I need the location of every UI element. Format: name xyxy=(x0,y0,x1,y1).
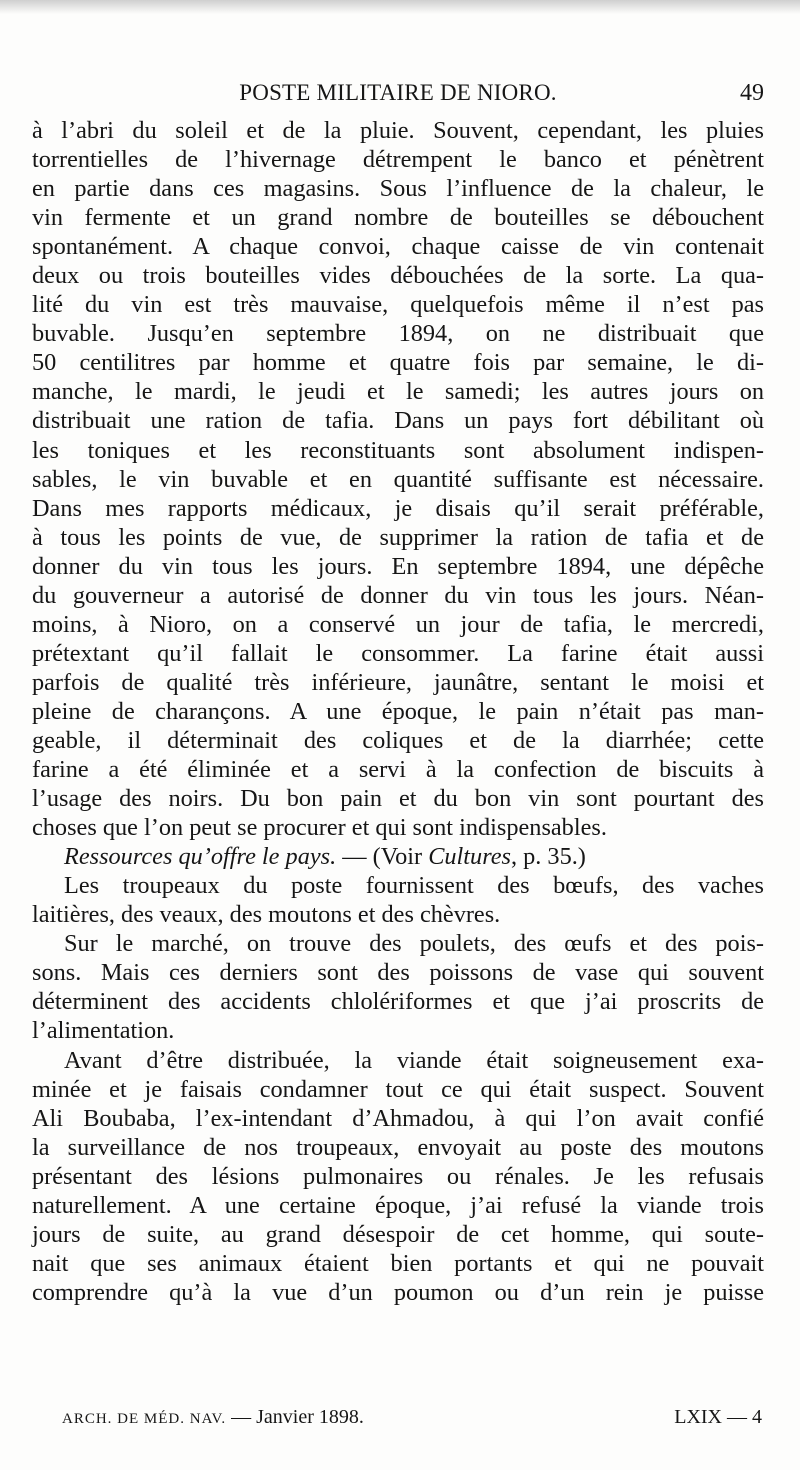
text-line: spontanément. A chaque convoi, chaque caisse de vin contenait xyxy=(32,233,764,261)
text-line: nait que ses animaux étaient bien portants et qui ne pouvait xyxy=(32,1249,764,1277)
text-line: geable, il déterminait des coliques et de la diarrhée; cette xyxy=(32,726,764,754)
text-line: Les troupeaux du poste fournissent des bœufs, des vaches xyxy=(64,872,764,900)
section-reference-prefix: — (Voir xyxy=(342,843,423,871)
footer-citation xyxy=(62,1406,364,1429)
text-line: torrentielles de l’hivernage détrempent le banco et pénètrent xyxy=(32,146,764,174)
text-line: présentant des lésions pulmonaires ou rénales. Je les refusais xyxy=(32,1162,764,1190)
text-line: Avant d’être distribuée, la viande était soigneusement exa- xyxy=(64,1046,764,1074)
text-line: l’usage des noirs. Du bon pain et du bon vin sont pourtant des xyxy=(32,785,764,813)
text-line: l’alimentation. xyxy=(32,1017,175,1045)
text-line: la surveillance de nos troupeaux, envoyait au poste des moutons xyxy=(32,1133,764,1161)
text-line: jours de suite, au grand désespoir de cet homme, qui soute- xyxy=(32,1220,764,1248)
text-line: déterminent des accidents chlolériformes et que j’ai proscrits de xyxy=(32,988,764,1016)
text-line: minée et je faisais condamner tout ce qui était suspect. Souvent xyxy=(32,1075,764,1103)
text-line: à l’abri du soleil et de la pluie. Souvent, cependant, les pluies xyxy=(32,117,764,144)
text-line: Sur le marché, on trouve des poulets, des œufs et des pois- xyxy=(64,930,764,958)
section-title: Ressources qu’offre le pays. xyxy=(64,843,337,871)
text-line: 50 centilitres par homme et quatre fois par semaine, le di- xyxy=(32,349,764,377)
section-ressources xyxy=(32,842,764,871)
text-line: Dans mes rapports médicaux, je disais qu’il serait préférable, xyxy=(32,494,764,522)
page-footer xyxy=(62,1406,762,1432)
text-line: à tous les points de vue, de supprimer la ration de tafia et de xyxy=(32,523,764,551)
text-line: sons. Mais ces derniers sont des poissons de vase qui souvent xyxy=(32,959,764,987)
text-line: sables, le vin buvable et en quantité suffisante est nécessaire. xyxy=(32,465,764,493)
text-line: lité du vin est très mauvaise, quelquefois même il n’est pas xyxy=(32,291,764,319)
main-text xyxy=(32,116,764,1307)
text-line: laitières, des veaux, des moutons et des chèvres. xyxy=(32,901,501,929)
text-line: pleine de charançons. A une époque, le pain n’était pas man- xyxy=(32,697,764,725)
section-reference-page: , p. 35.) xyxy=(510,843,586,871)
text-line: buvable. Jusqu’en septembre 1894, on ne distribuait que xyxy=(32,320,764,348)
text-line: prétextant qu’il fallait le consommer. La farine était aussi xyxy=(32,639,764,667)
text-line: choses que l’on peut se procurer et qui sont indispensables. xyxy=(32,814,607,842)
text-line: moins, à Nioro, on a conservé un jour de tafia, le mercredi, xyxy=(32,610,764,638)
text-line: en partie dans ces magasins. Sous l’influence de la chaleur, le xyxy=(32,175,764,203)
volume-number: LXIX — 4 xyxy=(674,1406,762,1428)
section-reference-title: Cultures xyxy=(428,843,511,871)
text-line: manche, le mardi, le jeudi et le samedi; les autres jours on xyxy=(32,378,764,406)
text-line: Ali Boubaba, l’ex-intendant d’Ahmadou, à qui l’on avait confié xyxy=(32,1104,764,1132)
publication-date: — Janvier 1898. xyxy=(231,1406,364,1428)
running-header xyxy=(32,80,764,108)
text-line: les toniques et les reconstituants sont absolument indispen- xyxy=(32,436,764,464)
text-line: du gouverneur a autorisé de donner du vin tous les jours. Néan- xyxy=(32,581,764,609)
text-line: farine a été éliminée et a servi à la confection de biscuits à xyxy=(32,756,764,784)
text-line: distribuait une ration de tafia. Dans un pays fort débilitant où xyxy=(32,407,764,435)
text-line: naturellement. A une certaine époque, j’ai refusé la viande trois xyxy=(32,1191,764,1219)
text-line: comprendre qu’à la vue d’un poumon ou d’un rein je puisse xyxy=(32,1278,764,1306)
journal-abbreviation: ARCH. DE MÉD. NAV. xyxy=(62,1411,227,1427)
text-line: parfois de qualité très inférieure, jaunâtre, sentant le moisi et xyxy=(32,668,764,696)
text-line: vin fermente et un grand nombre de bouteilles se débouchent xyxy=(32,204,764,232)
text-line: donner du vin tous les jours. En septembre 1894, une dépêche xyxy=(32,552,764,580)
scan-edge-shadow xyxy=(0,0,800,14)
running-title: POSTE MILITAIRE DE NIORO. xyxy=(239,80,557,105)
page-number: 49 xyxy=(740,80,764,106)
text-line: deux ou trois bouteilles vides débouchées de la sorte. La qua- xyxy=(32,262,764,290)
